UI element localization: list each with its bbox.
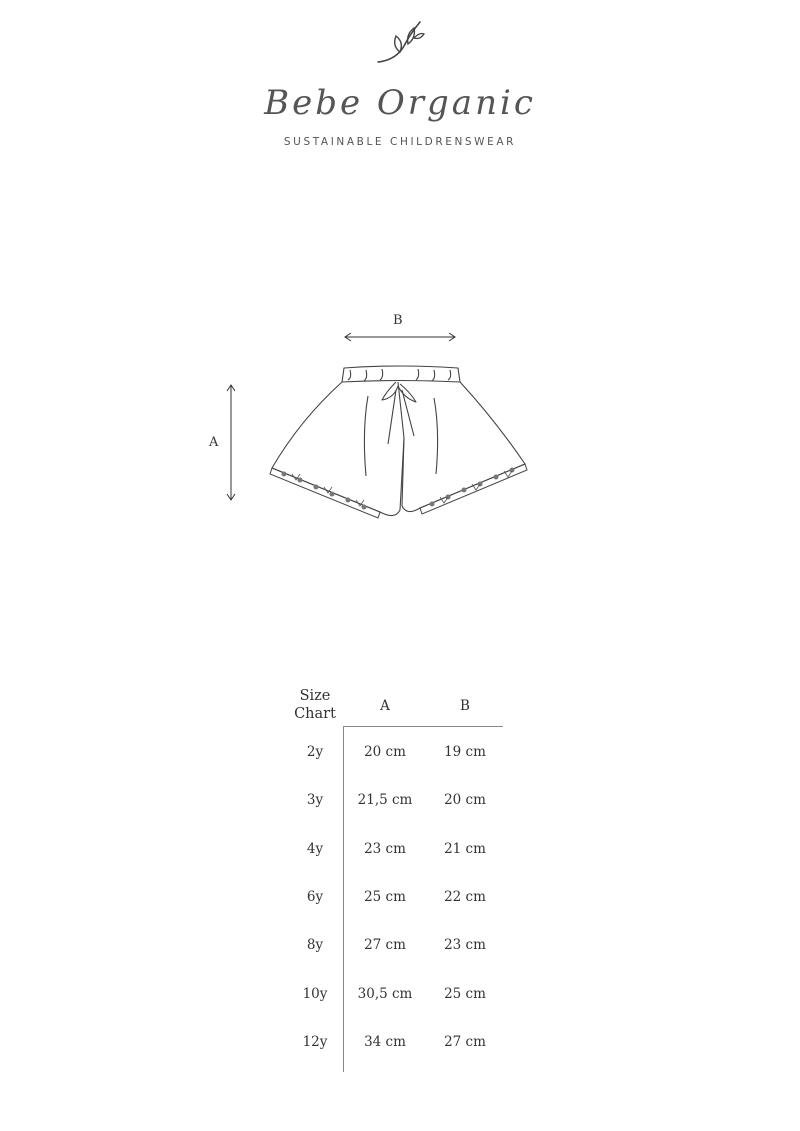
- measure-b-arrow: [345, 333, 455, 341]
- row-value-a: 25 cm: [364, 889, 406, 905]
- embroidered-hem-trim: [270, 464, 527, 518]
- column-header-b: B: [460, 698, 470, 714]
- row-size: 10y: [302, 986, 328, 1002]
- row-size: 2y: [306, 744, 324, 760]
- size-header-line1: Size: [299, 688, 331, 704]
- measure-b-label: B: [393, 313, 403, 328]
- row-size: 12y: [302, 1034, 328, 1050]
- row-value-a: 27 cm: [364, 937, 406, 953]
- row-value-b: 21 cm: [444, 841, 486, 857]
- column-header-a: A: [380, 698, 390, 714]
- row-value-a: 23 cm: [364, 841, 406, 857]
- shorts-outline: [272, 366, 525, 516]
- measure-a-label: A: [209, 435, 219, 450]
- size-chart-table: [280, 684, 520, 1084]
- leaf-sprig-icon: [370, 16, 430, 68]
- row-size: 8y: [306, 937, 324, 953]
- row-size: 4y: [306, 841, 324, 857]
- row-value-a: 21,5 cm: [357, 792, 413, 808]
- row-value-a: 34 cm: [364, 1034, 406, 1050]
- brand-tagline: SUSTAINABLE CHILDRENSWEAR: [283, 136, 517, 148]
- measure-a-arrow: [227, 385, 235, 500]
- row-value-b: 27 cm: [444, 1034, 486, 1050]
- size-chart-header: [280, 687, 350, 723]
- shorts-diagram: [190, 300, 570, 540]
- size-header-line2: Chart: [294, 706, 336, 722]
- row-value-b: 22 cm: [444, 889, 486, 905]
- row-value-b: 25 cm: [444, 986, 486, 1002]
- row-value-a: 30,5 cm: [357, 986, 413, 1002]
- row-size: 3y: [306, 792, 324, 808]
- row-value-b: 20 cm: [444, 792, 486, 808]
- table-header-divider: [343, 726, 503, 727]
- row-value-a: 20 cm: [364, 744, 406, 760]
- row-value-b: 23 cm: [444, 937, 486, 953]
- row-value-b: 19 cm: [444, 744, 486, 760]
- row-size: 6y: [306, 889, 324, 905]
- brand-name: Bebe Organic: [264, 83, 536, 123]
